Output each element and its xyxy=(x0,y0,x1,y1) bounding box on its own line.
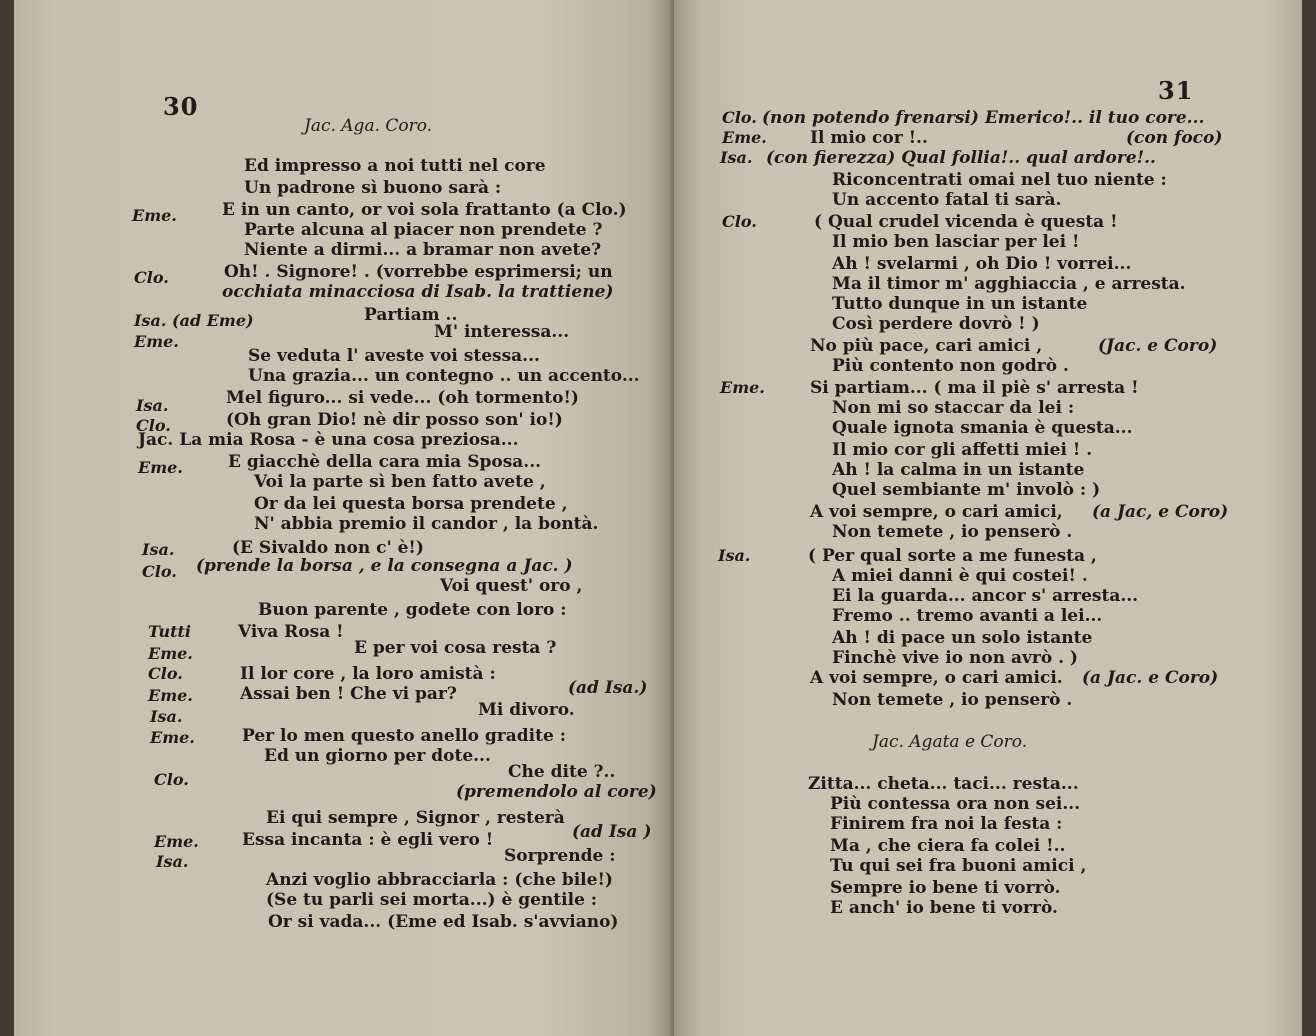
verse-line: Più contento non godrò . xyxy=(832,356,1069,376)
verse-line: Ah ! svelarmi , oh Dio ! vorrei... xyxy=(832,254,1132,274)
stage-direction: (premendolo al core) xyxy=(456,782,657,802)
verse-line: Sempre io bene ti vorrò. xyxy=(830,878,1061,898)
speaker-label: Clo. xyxy=(154,770,189,789)
verse-line: Jac. La mia Rosa - è una cosa preziosa... xyxy=(138,430,519,450)
verse-line: Si partiam... ( ma il piè s' arresta ! xyxy=(810,378,1139,398)
speaker-label: Isa. (ad Eme) xyxy=(134,311,254,330)
verse-line: (Oh gran Dio! nè dir posso son' io!) xyxy=(226,410,563,430)
verse-line: Partiam .. xyxy=(364,305,458,325)
stage-direction: (Jac. e Coro) xyxy=(1098,336,1218,356)
verse-line: Il mio cor gli affetti miei ! . xyxy=(832,440,1093,460)
stage-direction: (prende la borsa , e la consegna a Jac. ) xyxy=(196,556,573,576)
verse-line: Ah ! di pace un solo istante xyxy=(832,628,1093,648)
verse-line: Il lor core , la loro amistà : xyxy=(240,664,496,684)
verse-line: No più pace, cari amici , xyxy=(810,336,1043,356)
verse-line: (con fierezza) Qual follia!.. qual ardore!.. xyxy=(766,148,1156,168)
verse-line: Tu qui sei fra buoni amici , xyxy=(830,856,1087,876)
verse-line: Tutto dunque in un istante xyxy=(832,294,1088,314)
speaker-label: Clo. xyxy=(722,108,757,127)
verse-line: Or da lei questa borsa prendete , xyxy=(254,494,568,514)
verse-line: Riconcentrati omai nel tuo niente : xyxy=(832,170,1167,190)
speaker-label: Eme. xyxy=(134,332,179,351)
verse-line: Non temete , io penserò . xyxy=(832,690,1073,710)
verse-line: E giacchè della cara mia Sposa... xyxy=(228,452,542,472)
verse-line: Così perdere dovrò ! ) xyxy=(832,314,1040,334)
stage-direction: (a Jac. e Coro) xyxy=(1082,668,1219,688)
verse-line: E per voi cosa resta ? xyxy=(354,638,557,658)
stage-direction: (con foco) xyxy=(1126,128,1223,148)
verse-line: Quale ignota smania è questa... xyxy=(832,418,1133,438)
verse-line: Ed un giorno per dote... xyxy=(264,746,491,766)
verse-line: E anch' io bene ti vorrò. xyxy=(830,898,1058,918)
verse-line: Ed impresso a noi tutti nel core xyxy=(244,156,546,176)
verse-line: Più contessa ora non sei... xyxy=(830,794,1081,814)
verse-line: Per lo men questo anello gradite : xyxy=(242,726,566,746)
verse-line: ( Per qual sorte a me funesta , xyxy=(808,546,1097,566)
verse-line: Ei qui sempre , Signor , resterà xyxy=(266,808,565,828)
speaker-label: Clo. xyxy=(148,664,183,683)
verse-line: (non potendo frenarsi) Emerico!.. il tuo core... xyxy=(762,108,1205,128)
verse-line: (Se tu parli sei morta...) è gentile : xyxy=(266,890,598,910)
verse-line: N' abbia premio il candor , la bontà. xyxy=(254,514,599,534)
verse-line: Mel figuro... si vede... (oh tormento!) xyxy=(226,388,579,408)
page-number: 31 xyxy=(1158,76,1194,105)
verse-line: Finchè vive io non avrò . ) xyxy=(832,648,1078,668)
stage-direction: (a Jac, e Coro) xyxy=(1092,502,1229,522)
verse-line: M' interessa... xyxy=(434,322,570,342)
speaker-label: Eme. xyxy=(148,686,193,705)
page-heading: Jac. Aga. Coro. xyxy=(304,116,433,136)
verse-line: Or si vada... (Eme ed Isab. s'avviano) xyxy=(268,912,619,932)
speaker-label: Eme. xyxy=(150,728,195,747)
speaker-label: Isa. xyxy=(156,852,189,871)
speaker-label: Eme. xyxy=(154,832,199,851)
verse-line: Se veduta l' aveste voi stessa... xyxy=(248,346,540,366)
verse-line: Zitta... cheta... taci... resta... xyxy=(808,774,1079,794)
verse-line: Viva Rosa ! xyxy=(238,622,344,642)
verse-line: Sorprende : xyxy=(504,846,616,866)
verse-line: Non mi so staccar da lei : xyxy=(832,398,1075,418)
verse-line: A voi sempre, o cari amici. xyxy=(810,668,1063,688)
verse-line: Parte alcuna al piacer non prendete ? xyxy=(244,220,603,240)
stage-direction: (ad Isa ) xyxy=(572,822,652,842)
verse-line: ( Qual crudel vicenda è questa ! xyxy=(814,212,1118,232)
page-number: 30 xyxy=(163,92,199,121)
verse-line: Mi divoro. xyxy=(478,700,575,720)
verse-line: Niente a dirmi... a bramar non avete? xyxy=(244,240,602,260)
speaker-label: Clo. xyxy=(722,212,757,231)
verse-line: Un accento fatal ti sarà. xyxy=(832,190,1062,210)
verse-line: Anzi voglio abbracciarla : (che bile!) xyxy=(266,870,613,890)
right-page xyxy=(674,0,1302,1036)
verse-line: Non temete , io penserò . xyxy=(832,522,1073,542)
speaker-label: Isa. xyxy=(136,396,169,415)
verse-line: Ei la guarda... ancor s' arresta... xyxy=(832,586,1139,606)
verse-line: Un padrone sì buono sarà : xyxy=(244,178,502,198)
speaker-label: Clo. xyxy=(134,268,169,287)
page-heading: Jac. Agata e Coro. xyxy=(872,732,1028,752)
speaker-label: Isa. xyxy=(142,540,175,559)
stage-direction: occhiata minacciosa di Isab. la trattiene) xyxy=(222,282,614,302)
stage-direction: (ad Isa.) xyxy=(568,678,648,698)
verse-line: Che dite ?.. xyxy=(508,762,616,782)
verse-line: Buon parente , godete con loro : xyxy=(258,600,567,620)
verse-line: Finirem fra noi la festa : xyxy=(830,814,1063,834)
speaker-label: Isa. xyxy=(150,707,183,726)
verse-line: Voi quest' oro , xyxy=(440,576,583,596)
speaker-label: Tutti xyxy=(148,622,191,641)
verse-line: Oh! . Signore! . (vorrebbe esprimersi; un xyxy=(224,262,613,282)
verse-line: Fremo .. tremo avanti a lei... xyxy=(832,606,1103,626)
left-page xyxy=(14,0,674,1036)
verse-line: (E Sivaldo non c' è!) xyxy=(232,538,424,558)
verse-line: Assai ben ! Che vi par? xyxy=(240,684,457,704)
verse-line: Quel sembiante m' involò : ) xyxy=(832,480,1101,500)
verse-line: Ma il timor m' agghiaccia , e arresta. xyxy=(832,274,1186,294)
verse-line: Ah ! la calma in un istante xyxy=(832,460,1085,480)
speaker-label: Eme. xyxy=(722,128,767,147)
verse-line: A miei danni è qui costei! . xyxy=(832,566,1088,586)
speaker-label: Eme. xyxy=(132,206,177,225)
verse-line: Il mio ben lasciar per lei ! xyxy=(832,232,1080,252)
speaker-label: Isa. xyxy=(718,546,751,565)
speaker-label: Eme. xyxy=(720,378,765,397)
verse-line: A voi sempre, o cari amici, xyxy=(810,502,1063,522)
speaker-label: Clo. xyxy=(136,416,171,435)
speaker-label: Eme. xyxy=(148,644,193,663)
verse-line: Ma , che ciera fa colei !.. xyxy=(830,836,1066,856)
verse-line: Essa incanta : è egli vero ! xyxy=(242,830,494,850)
speaker-label: Eme. xyxy=(138,458,183,477)
verse-line: E in un canto, or voi sola frattanto (a Clo.) xyxy=(222,200,627,220)
verse-line: Voi la parte sì ben fatto avete , xyxy=(254,472,546,492)
verse-line: Una grazia... un contegno .. un accento... xyxy=(248,366,640,386)
speaker-label: Isa. xyxy=(720,148,753,167)
verse-line: Il mio cor !.. xyxy=(810,128,928,148)
speaker-label: Clo. xyxy=(142,562,177,581)
